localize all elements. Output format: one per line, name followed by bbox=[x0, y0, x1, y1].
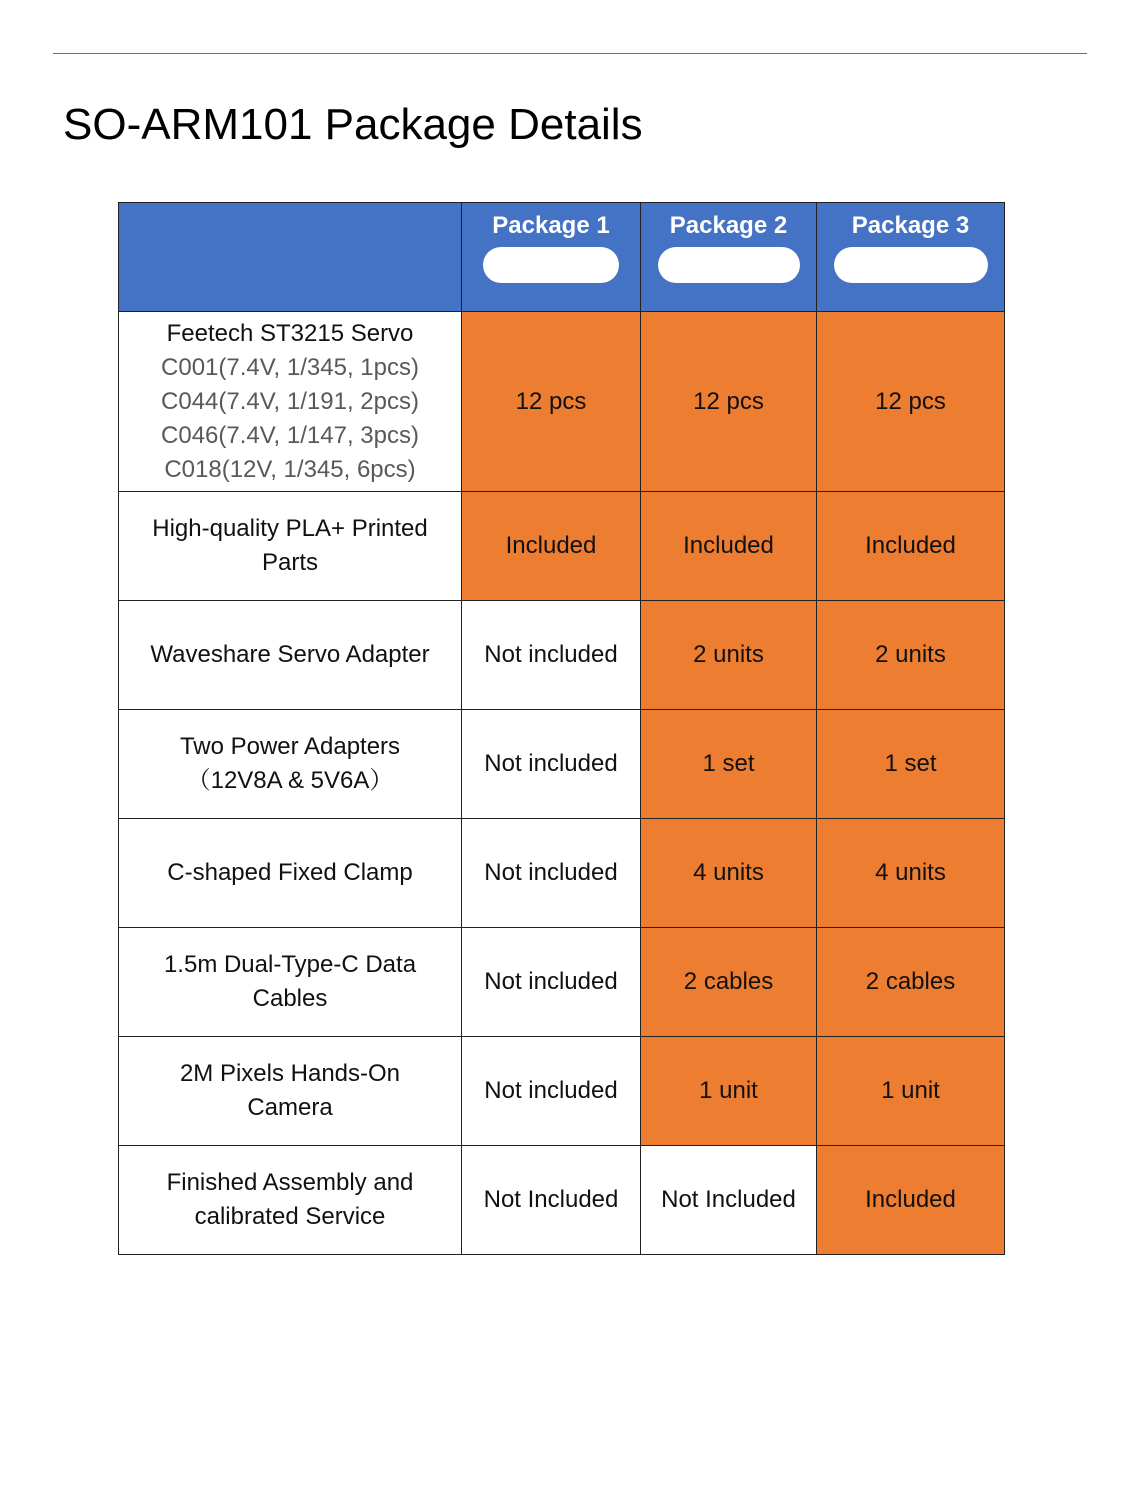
cell-value: 1 unit bbox=[641, 1037, 817, 1146]
cell-value: Included bbox=[462, 492, 641, 601]
cell-value: 1 unit bbox=[817, 1037, 1005, 1146]
table-row bbox=[119, 312, 1005, 492]
redaction-mark bbox=[483, 247, 619, 283]
servo-name: Feetech ST3215 Servo bbox=[166, 319, 414, 347]
cell-value: Included bbox=[817, 492, 1005, 601]
header-empty bbox=[119, 203, 462, 312]
cell-value: 1 set bbox=[817, 710, 1005, 819]
cell-value: 4 units bbox=[641, 819, 817, 928]
servo-variant: C046(7.4V, 1/147, 3pcs) bbox=[161, 421, 419, 449]
cell-value: 2 cables bbox=[641, 928, 817, 1037]
table-row bbox=[119, 1146, 1005, 1255]
cell-value: Not included bbox=[462, 928, 641, 1037]
page-title: SO-ARM101 Package Details bbox=[63, 100, 643, 149]
row-item: Waveshare Servo Adapter bbox=[119, 601, 462, 710]
cell-value: 12 pcs bbox=[817, 312, 1005, 492]
row-item: High-quality PLA+ Printed Parts bbox=[119, 492, 462, 601]
cell-value: 4 units bbox=[817, 819, 1005, 928]
redaction-mark bbox=[834, 247, 988, 283]
cell-value: 2 units bbox=[641, 601, 817, 710]
header-divider bbox=[53, 53, 1087, 54]
cell-value: Included bbox=[817, 1146, 1005, 1255]
cell-value: 1 set bbox=[641, 710, 817, 819]
table-row bbox=[119, 601, 1005, 710]
redaction-mark bbox=[658, 247, 800, 283]
cell-value: Not Included bbox=[641, 1146, 817, 1255]
package-comparison-table bbox=[118, 202, 1005, 1255]
cell-value: 2 units bbox=[817, 601, 1005, 710]
row-item bbox=[119, 312, 462, 492]
servo-variant: C001(7.4V, 1/345, 1pcs) bbox=[161, 353, 419, 381]
row-item: C-shaped Fixed Clamp bbox=[119, 819, 462, 928]
cell-value: Not included bbox=[462, 601, 641, 710]
header-package-3: Package 3 bbox=[817, 203, 1005, 312]
cell-value: 12 pcs bbox=[462, 312, 641, 492]
table-row bbox=[119, 710, 1005, 819]
header-package-1: Package 1 bbox=[462, 203, 641, 312]
table-row bbox=[119, 928, 1005, 1037]
row-item: Two Power Adapters （12V8A & 5V6A） bbox=[119, 710, 462, 819]
cell-value: 12 pcs bbox=[641, 312, 817, 492]
cell-value: Not included bbox=[462, 710, 641, 819]
table-row bbox=[119, 819, 1005, 928]
header-package-2: Package 2 bbox=[641, 203, 817, 312]
row-item: 2M Pixels Hands-On Camera bbox=[119, 1037, 462, 1146]
cell-value: Not included bbox=[462, 819, 641, 928]
servo-variant: C018(12V, 1/345, 6pcs) bbox=[164, 455, 416, 483]
cell-value: Not Included bbox=[462, 1146, 641, 1255]
row-item: 1.5m Dual-Type-C Data Cables bbox=[119, 928, 462, 1037]
cell-value: 2 cables bbox=[817, 928, 1005, 1037]
cell-value: Not included bbox=[462, 1037, 641, 1146]
row-item: Finished Assembly and calibrated Service bbox=[119, 1146, 462, 1255]
table-row bbox=[119, 492, 1005, 601]
cell-value: Included bbox=[641, 492, 817, 601]
servo-variant: C044(7.4V, 1/191, 2pcs) bbox=[161, 387, 419, 415]
table-row bbox=[119, 1037, 1005, 1146]
